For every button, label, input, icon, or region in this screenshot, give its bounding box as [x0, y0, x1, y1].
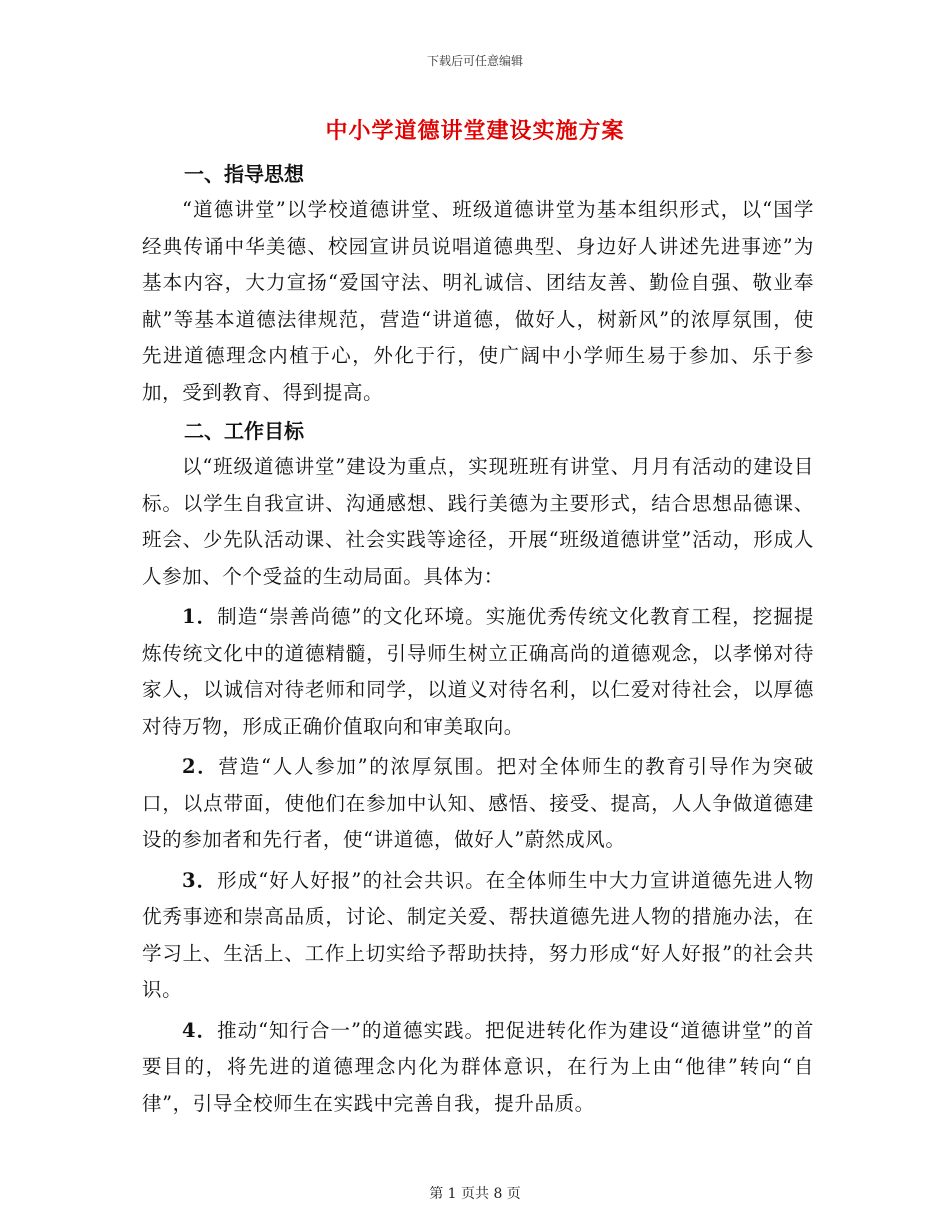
list-item [142, 749, 814, 859]
list-item [142, 863, 814, 1009]
item-text: 制造“崇善尚德”的文化环境。实施优秀传统文化教育工程，挖掘提炼传统文化中的道德精髓，引导师生树立正确高尚的道德观念，以孝悌对待家人，以诚信对待老师和同学，以道义对待名利，以仁爱对待社会，以厚德对待万物，形成正确价值取向和审美取向。 [142, 605, 814, 738]
item-text: 形成“好人好报”的社会共识。在全体师生中大力宣讲道德先进人物优秀事迹和崇高品质，讨论、制定关爱、帮扶道德先进人物的措施办法，在学习上、生活上、工作上切实给予帮助扶持，努力形成“好人好报”的社会共识。 [142, 868, 814, 1001]
paragraph-guiding-ideology: “道德讲堂”以学校道德讲堂、班级道德讲堂为基本组织形式，以“国学经典传诵中华美德、校园宣讲员说唱道德典型、身边好人讲述先进事迹”为基本内容，大力宣扬“爱国守法、明礼诚信、团结友善、勤俭自强、敬业奉献”等基本道德法律规范，营造“讲道德，做好人，树新风”的浓厚氛围，使先进道德理念内植于心，外化于行，使广阔中小学师生易于参加、乐于参加，受到教育、得到提高。 [142, 198, 814, 404]
paragraph-work-goals: 以“班级道德讲堂”建设为重点，实现班班有讲堂、月月有活动的建设目标。以学生自我宣讲、沟通感想、践行美德为主要形式，结合思想品德课、班会、少先队活动课、社会实践等途径，开展“班级道德讲堂”活动，形成人人参加、个个受益的生动局面。具体为： [142, 455, 814, 588]
section-heading-guiding-ideology: 一、指导思想 [184, 162, 304, 186]
item-number: 2． [182, 755, 219, 778]
item-number: 1． [182, 605, 218, 628]
item-text: 营造“人人参加”的浓厚氛围。把对全体师生的教育引导作为突破口，以点带面，使他们在参加中认知、感悟、接受、提高，人人争做道德建设的参加者和先行者，使“讲道德，做好人”蔚然成风。 [142, 755, 814, 851]
item-number: 3． [182, 868, 218, 892]
page-footer: 第 1 页共 8 页 [429, 1186, 521, 1202]
item-number: 4． [182, 1018, 218, 1042]
page-header: 下载后可任意编辑 [426, 54, 523, 68]
document-title: 中小学道德讲堂建设实施方案 [325, 119, 625, 144]
list-item [142, 1013, 814, 1123]
document-body [142, 156, 814, 1122]
list-item [142, 599, 814, 745]
item-text: 推动“知行合一”的道德实践。把促进转化作为建设“道德讲堂”的首要目的，将先进的道德理念内化为群体意识，在行为上由“他律”转向“自律”，引导全校师生在实践中完善自我，提升品质。 [142, 1018, 814, 1115]
section-heading-work-goals: 二、工作目标 [184, 419, 304, 443]
